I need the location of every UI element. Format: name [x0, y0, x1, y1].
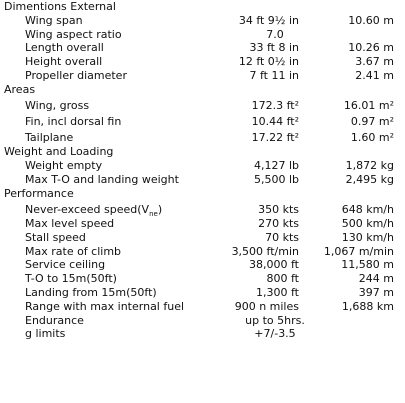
spec-row: [0, 55, 405, 69]
spec-row: [0, 201, 405, 217]
spec-imperial-value: 3,500 ft/min: [231, 244, 299, 258]
spec-metric-value: 397 m: [358, 285, 394, 299]
spec-label: Fin, incl dorsal fin: [25, 114, 122, 128]
spec-row: [0, 245, 405, 259]
spec-metric-value: 2.41 m: [355, 68, 394, 82]
spec-label: Weight empty: [25, 159, 103, 173]
spec-row: [0, 272, 405, 286]
spec-label: Max T-O and landing weight: [25, 173, 179, 187]
spec-imperial-value: 4,127 lb: [253, 159, 299, 173]
spec-metric-value: 500 km/h: [341, 216, 394, 230]
spec-metric-value: 11,580 m: [341, 258, 394, 272]
spec-label: [25, 201, 162, 218]
spec-metric-value: 648 km/h: [341, 202, 394, 216]
spec-label-close: ): [157, 202, 163, 216]
spec-imperial-value: 7 ft 11 in: [249, 68, 299, 82]
spec-label: Stall speed: [25, 230, 86, 244]
spec-label: Wing, gross: [25, 98, 90, 112]
spec-imperial-value: up to 5hrs.: [245, 313, 305, 327]
spec-row: [0, 314, 405, 328]
spec-imperial-value: 900 n miles: [234, 299, 299, 313]
spec-label: Tailplane: [25, 131, 74, 145]
section-title: Dimentions External: [4, 0, 116, 13]
spec-metric-value: 10.60 m: [348, 13, 394, 27]
spec-label: Max level speed: [25, 216, 115, 230]
spec-imperial-value: 7.0: [266, 27, 284, 41]
spec-imperial-value: 33 ft 8 in: [249, 41, 299, 55]
spec-label: Service ceiling: [25, 258, 106, 272]
spec-row: [0, 69, 405, 83]
section-title: Areas: [4, 82, 36, 96]
spec-row: [0, 41, 405, 55]
spec-imperial-value: 12 ft 0½ in: [238, 55, 299, 69]
spec-label: Landing from 15m(50ft): [25, 285, 157, 299]
spec-label: Max rate of climb: [25, 244, 122, 258]
spec-metric-value: 2,495 kg: [345, 173, 394, 187]
spec-metric-value: 0.97 m²: [350, 114, 394, 128]
spec-row: [0, 258, 405, 272]
spec-label: Wing span: [25, 13, 83, 27]
spec-row: [0, 28, 405, 42]
spec-imperial-value: 800 ft: [266, 272, 299, 286]
spec-metric-value: 1,688 km: [341, 299, 394, 313]
spec-label: g limits: [25, 327, 66, 341]
spec-imperial-value: 17.22 ft²: [251, 131, 299, 145]
spec-imperial-value: 1,300 ft: [256, 285, 299, 299]
spec-imperial-value: 70 kts: [265, 230, 299, 244]
spec-label: T-O to 15m(50ft): [25, 272, 117, 286]
spec-row: [0, 129, 405, 145]
spec-row: [0, 327, 405, 341]
spec-metric-value: 3.67 m: [355, 55, 394, 69]
spec-imperial-value: 350 kts: [258, 202, 299, 216]
spec-label: Length overall: [25, 41, 104, 55]
spec-metric-value: 1.60 m²: [350, 131, 394, 145]
spec-imperial-value: 270 kts: [258, 216, 299, 230]
spec-metric-value: 244 m: [358, 272, 394, 286]
spec-label: Endurance: [25, 313, 84, 327]
section-title: Performance: [4, 186, 74, 200]
spec-imperial-value: 5,500 lb: [253, 173, 299, 187]
spec-label: Wing aspect ratio: [25, 27, 122, 41]
spec-imperial-value: 34 ft 9½ in: [238, 13, 299, 27]
spec-row: [0, 159, 405, 173]
spec-metric-value: 10.26 m: [348, 41, 394, 55]
spec-row: [0, 300, 405, 314]
spec-row: [0, 286, 405, 300]
spec-label-text: Never-exceed speed(V: [25, 202, 150, 216]
spec-row: [0, 97, 405, 113]
spec-label: Range with max internal fuel: [25, 299, 185, 313]
spec-metric-value: 16.01 m²: [343, 98, 394, 112]
spec-imperial-value: +7/-3.5: [254, 327, 296, 341]
spec-imperial-value: 38,000 ft: [249, 258, 299, 272]
spec-label: Propeller diameter: [25, 68, 127, 82]
spec-row: [0, 217, 405, 231]
spec-metric-value: 130 km/h: [341, 230, 394, 244]
section-title: Weight and Loading: [4, 145, 114, 159]
spec-imperial-value: 172.3 ft²: [251, 98, 299, 112]
spec-row: [0, 231, 405, 245]
spec-row: [0, 113, 405, 129]
spec-label: Height overall: [25, 55, 103, 69]
spec-metric-value: 1,067 m/min: [323, 244, 394, 258]
spec-row: [0, 14, 405, 28]
spec-label-subscript: ne: [149, 209, 158, 218]
spec-row: [0, 173, 405, 187]
spec-metric-value: 1,872 kg: [345, 159, 394, 173]
spec-imperial-value: 10.44 ft²: [251, 114, 299, 128]
